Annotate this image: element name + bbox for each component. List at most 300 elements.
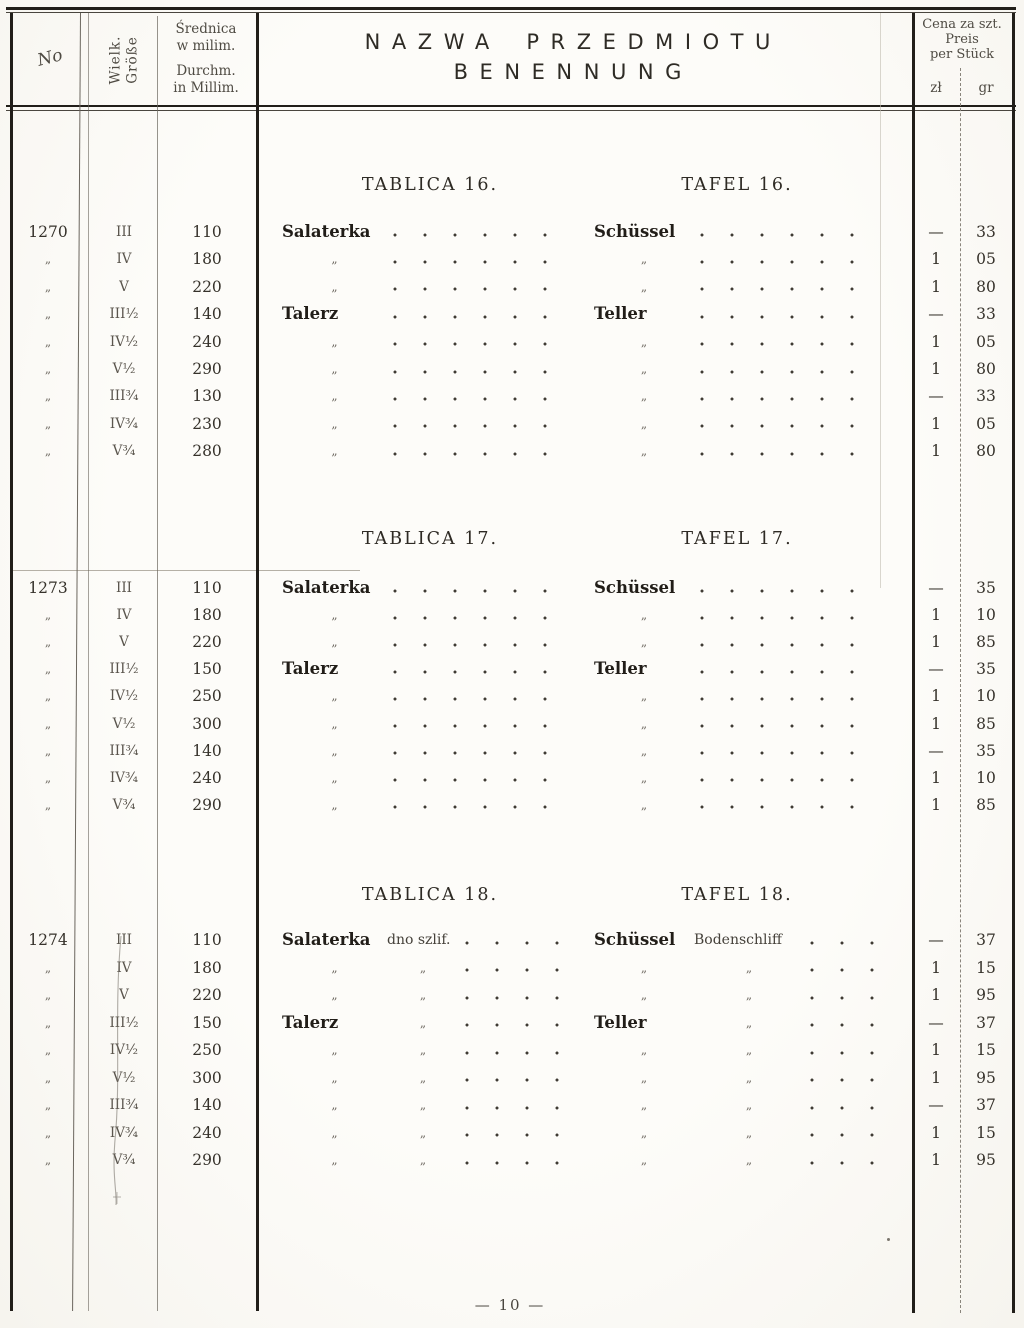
price-zl: 1	[931, 986, 941, 1004]
price-zl: —	[928, 931, 944, 949]
column-header-no: No	[35, 45, 65, 71]
row-diameter: 240	[192, 332, 222, 351]
ink-speck-artifact	[887, 1238, 890, 1241]
item-name-pl: „	[331, 334, 338, 349]
diam-header-pl-1: Średnica	[175, 21, 237, 37]
top-rule-thin	[6, 12, 1016, 13]
price-gr: 35	[976, 741, 996, 760]
item-name-pl: Salaterka	[282, 930, 371, 949]
price-gr: 33	[976, 387, 996, 406]
item-name-de: „	[640, 635, 648, 650]
item-name-pl: „	[331, 1125, 338, 1140]
name-block-pl	[282, 1066, 570, 1090]
price-gr: 33	[976, 305, 996, 324]
price-zl: 1	[931, 958, 941, 977]
row-no: 1274	[28, 931, 68, 949]
diam-header-de-2: in Millim.	[173, 80, 239, 96]
table-row	[0, 357, 1024, 381]
item-name-de: „	[640, 743, 648, 758]
item-name-de: „	[640, 279, 648, 294]
row-diameter: 220	[192, 986, 222, 1004]
leader-dots-pl	[391, 751, 564, 756]
name-block-de	[594, 793, 882, 817]
leader-dots-de	[698, 424, 876, 429]
leader-dots-pl	[391, 452, 564, 457]
table-row	[0, 220, 1024, 244]
item-name-de: „	[640, 797, 648, 812]
leader-dots-de	[698, 751, 876, 756]
item-name-de: Teller	[594, 659, 647, 679]
price-zl: 1	[931, 633, 941, 652]
row-diameter: 140	[192, 741, 222, 760]
item-qualifier-de: „	[745, 1098, 753, 1112]
row-no: „	[44, 1015, 52, 1030]
name-block-de	[594, 1066, 882, 1090]
item-name-pl: „	[331, 252, 338, 267]
price-gr: 80	[976, 277, 996, 296]
price-zl: —	[928, 741, 944, 760]
price-gr: 10	[976, 768, 996, 787]
row-no: 1270	[28, 223, 68, 241]
row-diameter: 240	[192, 768, 222, 787]
item-qualifier-pl: „	[419, 1070, 427, 1085]
price-header-pl: Cena za szt.	[922, 17, 1002, 32]
row-no: „	[44, 689, 52, 704]
item-name-de: „	[640, 960, 648, 975]
row-size: III¹⁄₂	[109, 1014, 139, 1031]
column-header-zl: zł	[930, 80, 942, 96]
row-no: „	[44, 307, 52, 322]
price-zl: 1	[931, 360, 941, 378]
price-zl: —	[928, 1096, 944, 1114]
item-name-de: „	[640, 362, 648, 376]
item-name-pl: „	[331, 1043, 338, 1057]
price-header-de-2: per Stück	[929, 47, 995, 62]
table-row	[0, 275, 1024, 299]
column-header-size-line1: Wielk.	[107, 35, 123, 85]
section-title-pl: TABLICA 17.	[361, 529, 499, 549]
item-name-pl: „	[331, 444, 338, 459]
name-block-de	[594, 657, 882, 681]
name-block-de	[594, 576, 882, 600]
name-block-pl	[282, 956, 570, 980]
leader-dots-de	[698, 233, 876, 238]
table-row	[0, 412, 1024, 436]
name-block-pl	[282, 1038, 570, 1062]
price-gr: 35	[976, 660, 996, 679]
name-block-de	[594, 956, 882, 980]
name-block-pl	[282, 576, 570, 600]
item-name-de: Teller	[594, 1012, 647, 1032]
name-block-pl	[282, 1148, 570, 1172]
name-block-pl	[282, 220, 570, 244]
leader-dots-de	[808, 1161, 876, 1166]
row-diameter: 180	[192, 606, 222, 625]
price-gr: 35	[976, 579, 996, 597]
row-diameter: 150	[192, 1013, 222, 1032]
row-no: „	[44, 797, 52, 812]
leader-dots-de	[698, 616, 876, 621]
table-row	[0, 247, 1024, 271]
leader-dots-de	[808, 1078, 876, 1083]
name-block-de	[594, 603, 882, 627]
item-name-pl: „	[331, 362, 338, 376]
name-block-pl	[282, 384, 570, 408]
name-block-pl	[282, 657, 570, 681]
price-gr: 95	[976, 1068, 996, 1087]
table-row	[0, 576, 1024, 600]
item-name-de: „	[640, 444, 648, 459]
item-qualifier-de: „	[745, 1043, 753, 1057]
row-no: „	[44, 770, 52, 785]
row-no: „	[44, 362, 52, 376]
name-block-de	[594, 330, 882, 354]
leader-dots-pl	[463, 996, 564, 1001]
item-qualifier-pl: „	[419, 1125, 427, 1140]
price-gr: 05	[976, 414, 996, 433]
price-gr: 10	[976, 687, 996, 706]
leader-dots-pl	[391, 342, 564, 347]
price-gr: 85	[976, 633, 996, 652]
table-row	[0, 983, 1024, 1007]
table-row	[0, 928, 1024, 952]
price-zl: 1	[931, 277, 941, 296]
name-block-de	[594, 247, 882, 271]
diam-header-de-1: Durchm.	[176, 63, 236, 79]
leader-dots-de	[698, 370, 876, 375]
price-gr: 15	[976, 1123, 996, 1142]
price-zl: 1	[931, 795, 941, 814]
leader-dots-pl	[391, 697, 564, 702]
price-gr: 37	[976, 931, 996, 949]
row-no: „	[44, 1043, 52, 1057]
row-size: IV³⁄₄	[109, 769, 139, 786]
column-header-gr: gr	[978, 80, 994, 96]
row-diameter: 290	[192, 1151, 222, 1169]
table-row	[0, 1148, 1024, 1172]
row-no: „	[44, 716, 52, 731]
leader-dots-pl	[463, 1078, 564, 1083]
section-title-de: TAFEL 18.	[681, 885, 793, 905]
leader-dots-de	[698, 342, 876, 347]
price-gr: 37	[976, 1096, 996, 1114]
row-diameter: 290	[192, 360, 222, 378]
price-zl: —	[928, 223, 944, 241]
leader-dots-pl	[391, 778, 564, 783]
item-name-de: „	[640, 1098, 648, 1112]
item-qualifier-pl: „	[419, 1043, 427, 1057]
item-name-de: „	[640, 1043, 648, 1057]
row-diameter: 240	[192, 1123, 222, 1142]
price-zl: 1	[931, 687, 941, 706]
leader-dots-pl	[391, 233, 564, 238]
leader-dots-pl	[391, 370, 564, 375]
leader-dots-de	[698, 260, 876, 265]
leader-dots-pl	[391, 260, 564, 265]
price-gr: 33	[976, 223, 996, 241]
item-name-de: „	[640, 252, 648, 267]
name-block-de	[594, 684, 882, 708]
name-block-pl	[282, 766, 570, 790]
name-block-de	[594, 712, 882, 736]
item-name-pl: „	[331, 716, 338, 731]
item-name-de: Teller	[594, 304, 647, 324]
item-qualifier-de: „	[745, 1070, 753, 1085]
leader-dots-pl	[391, 397, 564, 402]
item-qualifier-de: „	[745, 1015, 753, 1030]
name-block-pl	[282, 712, 570, 736]
table-row	[0, 1038, 1024, 1062]
row-size: IV¹⁄₂	[109, 688, 139, 705]
name-block-de	[594, 384, 882, 408]
leader-dots-pl	[463, 1133, 564, 1138]
item-qualifier-pl: „	[419, 1153, 427, 1167]
table-row	[0, 793, 1024, 817]
name-block-de	[594, 766, 882, 790]
row-diameter: 300	[192, 714, 222, 733]
row-no: „	[44, 960, 52, 975]
item-name-pl: „	[331, 988, 338, 1002]
item-name-pl: „	[331, 635, 338, 650]
name-block-de	[594, 302, 882, 326]
name-col-divider	[880, 13, 881, 588]
name-block-de	[594, 1121, 882, 1145]
row-no: „	[44, 389, 52, 404]
price-zl: 1	[931, 414, 941, 433]
row-size: V³⁄₄	[112, 796, 136, 813]
item-name-de: „	[640, 689, 648, 704]
item-name-pl: „	[331, 743, 338, 758]
leader-dots-de	[698, 287, 876, 292]
name-block-pl	[282, 1011, 570, 1035]
section-title-de: TAFEL 17.	[681, 529, 793, 549]
price-gr: 15	[976, 1041, 996, 1059]
leader-dots-pl	[391, 616, 564, 621]
item-name-de: „	[640, 1153, 648, 1167]
price-zl: 1	[931, 1041, 941, 1059]
row-no: „	[44, 1070, 52, 1085]
leader-dots-pl	[391, 287, 564, 292]
table-row	[0, 630, 1024, 654]
table-row	[0, 439, 1024, 463]
row-no: „	[44, 279, 52, 294]
item-qualifier-pl: dno szlif.	[387, 932, 451, 948]
item-qualifier-pl: „	[419, 1015, 427, 1030]
item-name-de: „	[640, 988, 648, 1002]
row-no: „	[44, 1098, 52, 1112]
row-diameter: 290	[192, 795, 222, 814]
item-name-pl: „	[331, 960, 338, 975]
name-block-de	[594, 275, 882, 299]
price-zl: 1	[931, 442, 941, 461]
name-block-pl	[282, 739, 570, 763]
item-name-pl: Talerz	[282, 659, 339, 679]
item-name-pl: „	[331, 1070, 338, 1085]
row-no: „	[44, 608, 52, 623]
table-title-polish: NAZWA PRZEDMIOTU	[364, 30, 782, 54]
row-diameter: 140	[192, 305, 222, 324]
name-block-pl	[282, 439, 570, 463]
price-gr: 10	[976, 606, 996, 625]
table-row	[0, 1066, 1024, 1090]
item-name-pl: „	[331, 1098, 338, 1112]
item-qualifier-de: „	[745, 960, 753, 975]
price-zl: 1	[931, 606, 941, 625]
row-no: „	[44, 662, 52, 677]
leader-dots-pl	[391, 670, 564, 675]
diam-header-pl-2: w milim.	[176, 38, 236, 54]
row-diameter: 280	[192, 442, 222, 461]
price-gr: 05	[976, 332, 996, 351]
price-zl: 1	[931, 1151, 941, 1169]
row-size: III¹⁄₂	[109, 306, 139, 323]
leader-dots-pl	[391, 643, 564, 648]
leader-dots-de	[808, 1023, 876, 1028]
column-header-price	[914, 17, 1010, 62]
row-diameter: 180	[192, 958, 222, 977]
name-block-pl	[282, 684, 570, 708]
price-gr: 95	[976, 1151, 996, 1169]
row-size: V	[119, 278, 129, 295]
item-name-de: „	[640, 416, 648, 431]
table-row	[0, 766, 1024, 790]
price-zl: —	[928, 387, 944, 406]
row-no: „	[44, 1153, 52, 1167]
item-name-pl: „	[331, 389, 338, 404]
row-no: „	[44, 635, 52, 650]
name-block-de	[594, 1038, 882, 1062]
row-diameter: 130	[192, 387, 222, 406]
row-size: V	[119, 987, 129, 1003]
item-qualifier-pl: „	[419, 988, 427, 1002]
leader-dots-de	[808, 968, 876, 973]
table-row	[0, 1121, 1024, 1145]
row-size: IV³⁄₄	[109, 1124, 139, 1141]
page-number: — 10 —	[474, 1296, 546, 1314]
section-title-de: TAFEL 16.	[681, 175, 793, 195]
leader-dots-de	[808, 996, 876, 1001]
row-diameter: 250	[192, 687, 222, 706]
item-name-de: „	[640, 389, 648, 404]
name-block-pl	[282, 630, 570, 654]
row-diameter: 300	[192, 1068, 222, 1087]
leader-dots-de	[698, 397, 876, 402]
table-row	[0, 657, 1024, 681]
item-name-pl: „	[331, 797, 338, 812]
price-zl: 1	[931, 714, 941, 733]
row-no: „	[44, 1125, 52, 1140]
leader-dots-de	[698, 452, 876, 457]
item-name-de: „	[640, 716, 648, 731]
top-rule-thick	[6, 7, 1016, 10]
leader-dots-de	[808, 1133, 876, 1138]
name-block-pl	[282, 983, 570, 1007]
section-title-pl: TABLICA 18.	[361, 885, 499, 905]
price-gr: 95	[976, 986, 996, 1004]
name-block-pl	[282, 357, 570, 381]
price-gr: 80	[976, 360, 996, 378]
table-row	[0, 1093, 1024, 1117]
row-size: V¹⁄₂	[112, 361, 136, 377]
name-block-pl	[282, 247, 570, 271]
leader-dots-pl	[463, 1106, 564, 1111]
row-size: III³⁄₄	[109, 1097, 139, 1113]
name-block-de	[594, 928, 882, 952]
leader-dots-de	[698, 697, 876, 702]
table-row	[0, 1011, 1024, 1035]
row-size: IV³⁄₄	[109, 415, 139, 432]
row-no: „	[44, 444, 52, 459]
item-name-pl: „	[331, 770, 338, 785]
name-block-de	[594, 983, 882, 1007]
item-name-de: Schüssel	[594, 930, 676, 949]
price-zl: 1	[931, 250, 941, 269]
name-block-pl	[282, 302, 570, 326]
price-zl: —	[928, 305, 944, 324]
row-diameter: 230	[192, 414, 222, 433]
section-divider-rule	[10, 570, 360, 571]
row-no: „	[44, 988, 52, 1002]
item-name-pl: „	[331, 608, 338, 623]
item-name-pl: „	[331, 416, 338, 431]
name-block-de	[594, 1148, 882, 1172]
leader-dots-pl	[391, 589, 564, 594]
item-qualifier-pl: „	[419, 960, 427, 975]
leader-dots-pl	[391, 424, 564, 429]
column-header-size	[74, 20, 174, 100]
row-no: „	[44, 743, 52, 758]
row-diameter: 110	[192, 223, 222, 241]
row-diameter: 110	[192, 931, 222, 949]
row-size: V	[119, 634, 129, 651]
leader-dots-de	[698, 805, 876, 810]
table-row	[0, 603, 1024, 627]
row-size: V³⁄₄	[112, 443, 136, 460]
item-name-de: „	[640, 1125, 648, 1140]
row-diameter: 140	[192, 1096, 222, 1114]
leader-dots-de	[808, 1106, 876, 1111]
table-row	[0, 739, 1024, 763]
leader-dots-pl	[391, 724, 564, 729]
row-size: III	[116, 224, 132, 240]
column-header-diameter	[161, 21, 251, 97]
row-diameter: 110	[192, 579, 222, 597]
row-size: III³⁄₄	[109, 742, 139, 759]
name-block-de	[594, 357, 882, 381]
price-gr: 05	[976, 250, 996, 269]
name-block-pl	[282, 1121, 570, 1145]
leader-dots-pl	[463, 941, 564, 946]
price-gr: 37	[976, 1013, 996, 1032]
name-block-de	[594, 739, 882, 763]
item-qualifier-pl: „	[419, 1098, 427, 1112]
section-title-pl: TABLICA 16.	[361, 175, 499, 195]
row-no: „	[44, 252, 52, 267]
row-no: „	[44, 416, 52, 431]
leader-dots-de	[698, 778, 876, 783]
row-diameter: 250	[192, 1041, 222, 1059]
name-block-pl	[282, 603, 570, 627]
price-zl: —	[928, 1013, 944, 1032]
name-block-de	[594, 220, 882, 244]
leader-dots-pl	[463, 1023, 564, 1028]
table-row	[0, 302, 1024, 326]
item-name-de: „	[640, 608, 648, 623]
table-row	[0, 330, 1024, 354]
table-row	[0, 956, 1024, 980]
row-diameter: 180	[192, 250, 222, 269]
row-no: „	[44, 334, 52, 349]
